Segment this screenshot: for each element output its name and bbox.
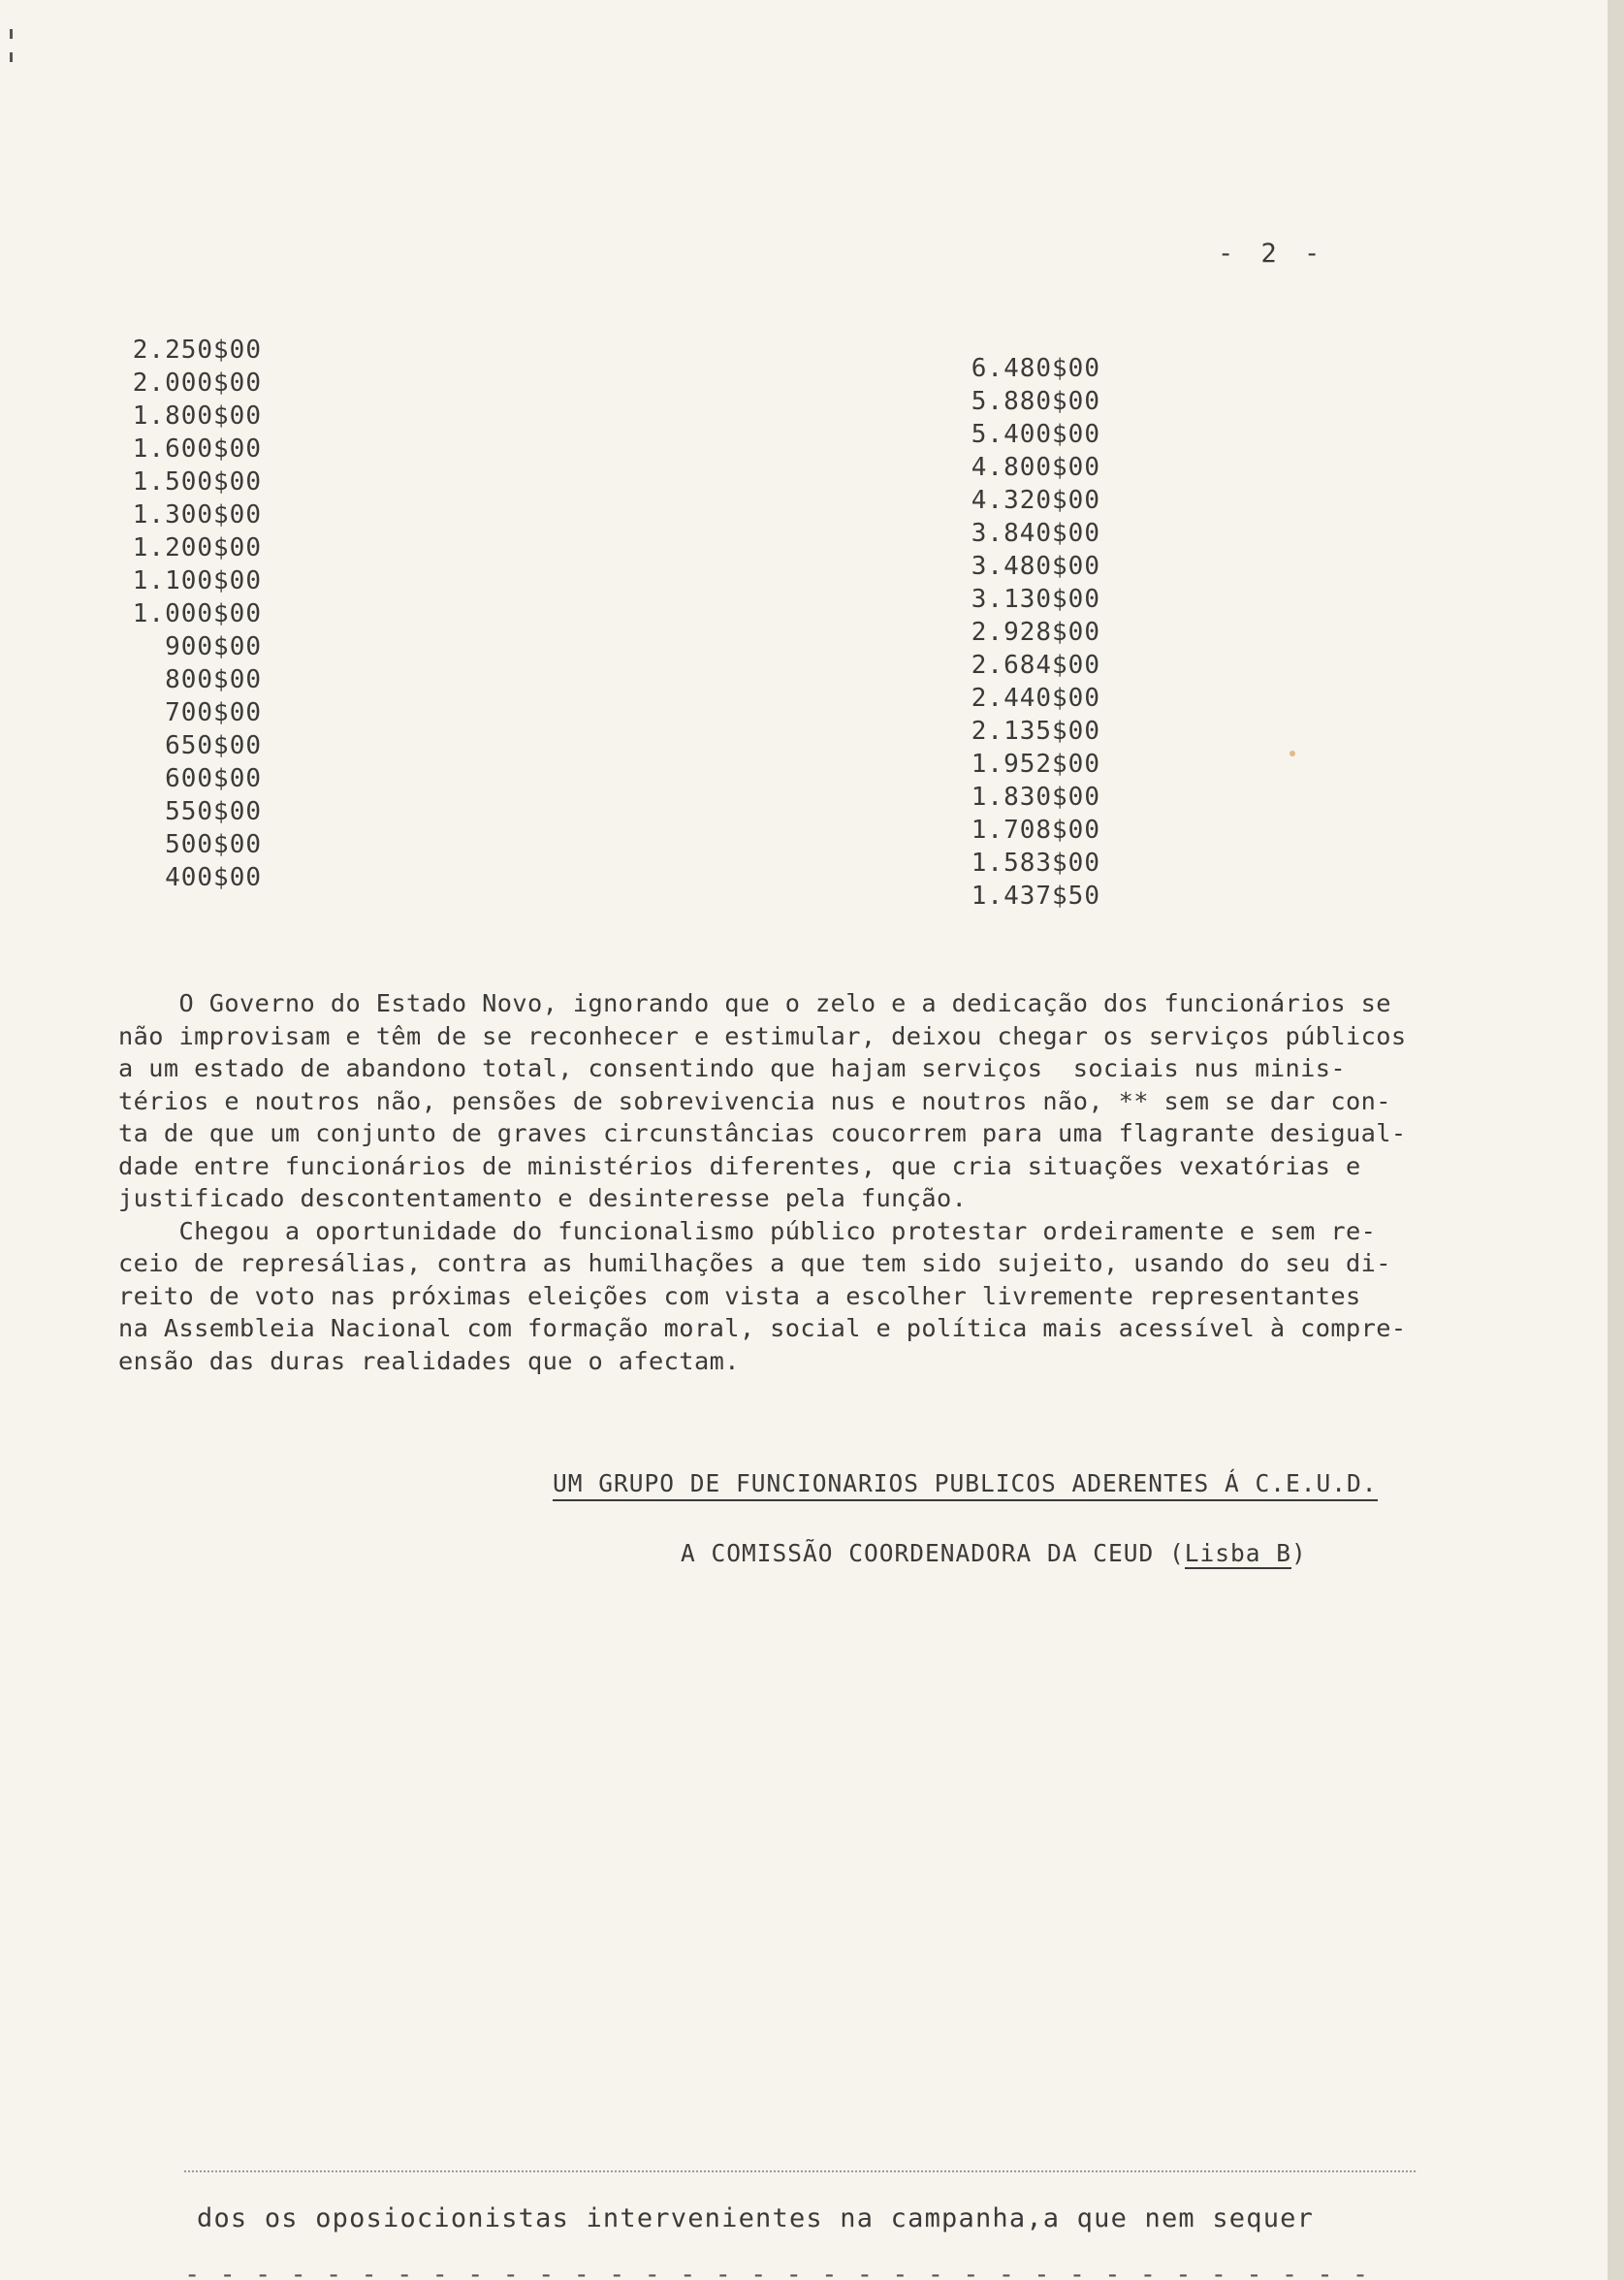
salary-column-right [960, 352, 1100, 913]
left-column-value: 800$00 [165, 665, 262, 694]
commission-line [681, 1539, 1307, 1567]
left-column-value: 1.800$00 [132, 401, 262, 431]
right-column-value: 2.928$00 [971, 618, 1100, 647]
commission-suffix: ) [1291, 1539, 1307, 1567]
left-column-value: 1.500$00 [132, 467, 262, 497]
body-line: a um estado de abandono total, consentindo que hajam serviços sociais nus minis- [118, 1054, 1347, 1082]
right-column-value: 1.952$00 [971, 750, 1100, 779]
signature-line: UM GRUPO DE FUNCIONARIOS PUBLICOS ADERENTES Á C.E.U.D. [553, 1469, 1378, 1501]
left-column-value: 1.200$00 [132, 533, 262, 562]
right-column-value: 1.708$00 [971, 816, 1100, 845]
right-column-value: 4.320$00 [971, 486, 1100, 515]
left-column-value: 500$00 [165, 830, 262, 859]
body-line: Chegou a oportunidade do funcionalismo público protestar ordeiramente e sem re- [118, 1216, 1377, 1245]
body-line: O Governo do Estado Novo, ignorando que o zelo e a dedicação dos funcionários se [118, 989, 1391, 1017]
body-line: na Assembleia Nacional com formação moral, social e política mais acessível à compre- [118, 1314, 1407, 1342]
right-column-value: 2.135$00 [971, 717, 1100, 746]
cut-off-line: - - - - - - - - - - - - - - - - - - - - - - - - - - - - - - - - - - [184, 2260, 1371, 2280]
body-line: ensão das duras realidades que o afectam. [118, 1346, 740, 1375]
right-column-value: 5.880$00 [971, 387, 1100, 416]
body-line: não improvisam e têm de se reconhecer e estimular, deixou chegar os serviços públicos [118, 1021, 1407, 1050]
commission-prefix: A COMISSÃO COORDENADORA DA CEUD ( [681, 1539, 1185, 1567]
salary-column-left [126, 334, 262, 894]
left-column-value: 1.600$00 [132, 434, 262, 464]
left-column-value: 700$00 [165, 698, 262, 727]
right-column-value: 5.400$00 [971, 420, 1100, 449]
body-line: reito de voto nas próximas eleições com vista a escolher livremente representantes [118, 1281, 1361, 1310]
left-column-value: 550$00 [165, 797, 262, 826]
paper-edge [1608, 0, 1624, 2280]
right-column-value: 3.130$00 [971, 585, 1100, 614]
body-line: justificado descontentamento e desinteresse pela função. [118, 1184, 968, 1212]
left-column-value: 2.000$00 [132, 369, 262, 398]
body-line: ta de que um conjunto de graves circunstâncias coucorrem para uma flagrante desigual- [118, 1119, 1407, 1147]
right-column-value: 6.480$00 [971, 354, 1100, 383]
page-number: - 2 - [1218, 239, 1326, 269]
paper-speck [1290, 751, 1295, 756]
left-column-value: 600$00 [165, 764, 262, 793]
left-column-value: 2.250$00 [132, 336, 262, 365]
right-column-value: 1.830$00 [971, 783, 1100, 812]
continuation-line: dos os oposiocionistas intervenientes na campanha,a que nem sequer [197, 2203, 1315, 2233]
fold-line [184, 2170, 1416, 2178]
left-column-value: 1.000$00 [132, 599, 262, 628]
right-column-value: 1.583$00 [971, 849, 1100, 878]
left-column-value: 1.300$00 [132, 500, 262, 530]
body-line: dade entre funcionários de ministérios diferentes, que cria situações vexatórias e [118, 1151, 1361, 1180]
body-text [118, 987, 1505, 1377]
binding-marks [10, 29, 19, 87]
right-column-value: 2.684$00 [971, 651, 1100, 680]
body-line: ceio de represálias, contra as humilhações a que tem sido sujeito, usando do seu di- [118, 1249, 1391, 1277]
right-column-value: 2.440$00 [971, 684, 1100, 713]
left-column-value: 1.100$00 [132, 566, 262, 595]
right-column-value: 4.800$00 [971, 453, 1100, 482]
left-column-value: 900$00 [165, 632, 262, 661]
right-column-value: 1.437$50 [971, 882, 1100, 911]
left-column-value: 400$00 [165, 863, 262, 892]
commission-place: Lisba B [1184, 1539, 1292, 1567]
body-line: térios e noutros não, pensões de sobrevivencia nus e noutros não, ** sem se dar con- [118, 1086, 1391, 1115]
right-column-value: 3.480$00 [971, 552, 1100, 581]
left-column-value: 650$00 [165, 731, 262, 760]
right-column-value: 3.840$00 [971, 519, 1100, 548]
